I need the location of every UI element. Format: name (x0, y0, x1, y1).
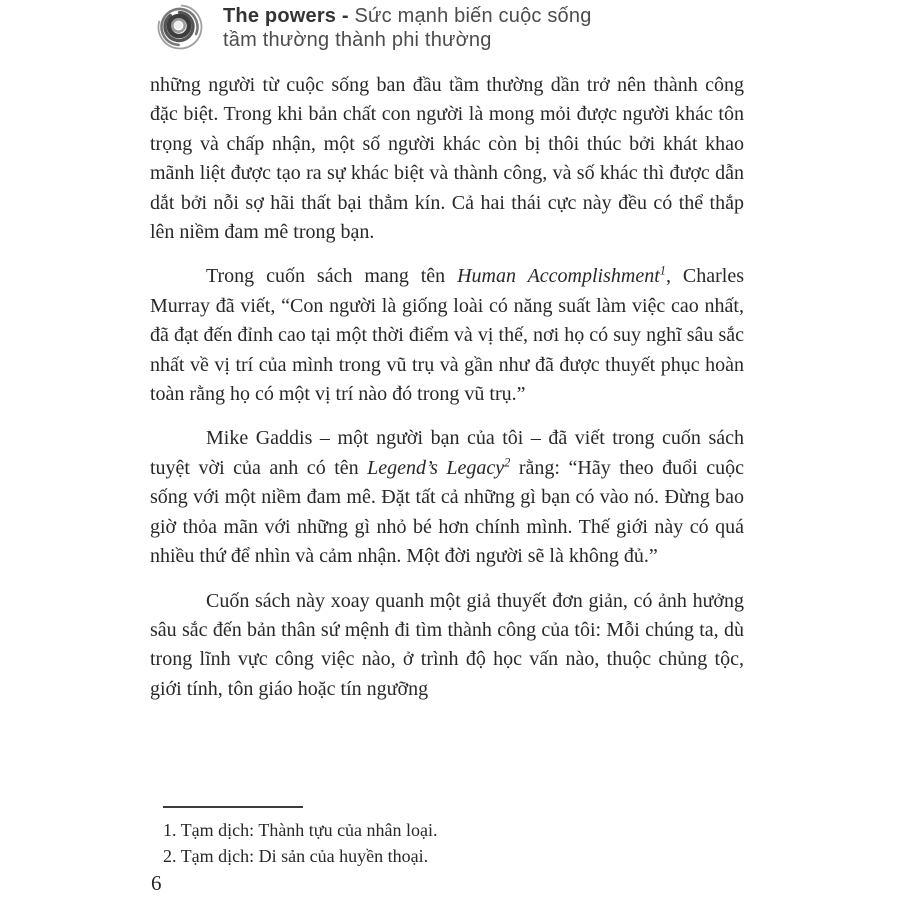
footnote-divider (163, 806, 303, 808)
page-number: 6 (151, 871, 162, 895)
footnote-list (163, 817, 438, 869)
body-text (150, 71, 744, 719)
footnote-marker: 2 (504, 455, 511, 470)
header-title-rest: Sức mạnh biến cuộc sống (354, 5, 592, 27)
publisher-swirl-logo-icon (150, 2, 212, 52)
footnote-item-1: 1. Tạm dịch: Thành tựu của nhân loại. (163, 820, 438, 840)
paragraph-2: Trong cuốn sách mang tên Human Accomplishment$^1$, Charles Murray đã viết, “Con người là giống loài có năng suất làm việc cao nhất, đã đạt đến đỉnh cao tại một thời điểm và vị thế, nơi họ có suy nghĩ sâu sắc nhất về vị trí của mình trong vũ trụ và gần như đã được thuyết phục hoàn toàn rằng họ có một vị trí nào đó trong vũ trụ.” (150, 263, 744, 406)
paragraph-1: những người từ cuộc sống ban đầu tầm thường dần trở nên thành công đặc biệt. Trong khi bản chất con người là mong mỏi được người khác tôn trọng và chấp nhận, một số người khác còn bị thôi thúc bởi khát khao mãnh liệt được tạo ra sự khác biệt và thành công, và số khác thì được dẫn dắt bởi nỗi sợ hãi thất bại thẳm kín. Cả hai thái cực này đều có thể thắp lên niềm đam mê trong bạn. (150, 74, 744, 244)
page-header (150, 2, 592, 52)
footnote-item-2: 2. Tạm dịch: Di sản của huyền thoại. (163, 846, 429, 866)
paragraph-3: Mike Gaddis – một người bạn của tôi – đã viết trong cuốn sách tuyệt vời của anh có tên Legend’s Legacy$^2$ rằng: “Hãy theo đuổi cuộc sống với một niềm đam mê. Đặt tất cả những gì bạn có vào nó. Đừng bao giờ thỏa mãn với những gì nhỏ bé hơn chính mình. Thế giới này có quá nhiều thứ để nhìn và cảm nhận. Một đời người sẽ là không đủ.” (150, 427, 744, 568)
footnote-marker: 1 (659, 263, 666, 278)
header-title-block (223, 2, 592, 52)
footnotes (163, 806, 438, 869)
header-subtitle: tầm thường thành phi thường (223, 28, 492, 51)
header-title-line (223, 5, 592, 29)
paragraph-4: Cuốn sách này xoay quanh một giả thuyết đơn giản, có ảnh hưởng sâu sắc đến bản thân sứ mệnh đi tìm thành công của tôi: Mỗi chúng ta, dù trong lĩnh vực công việc nào, ở trình độ học vấn nào, thuộc chủng tộc, giới tính, tôn giáo hoặc tín ngưỡng (150, 589, 744, 700)
header-title-bold: The powers - (223, 5, 355, 27)
